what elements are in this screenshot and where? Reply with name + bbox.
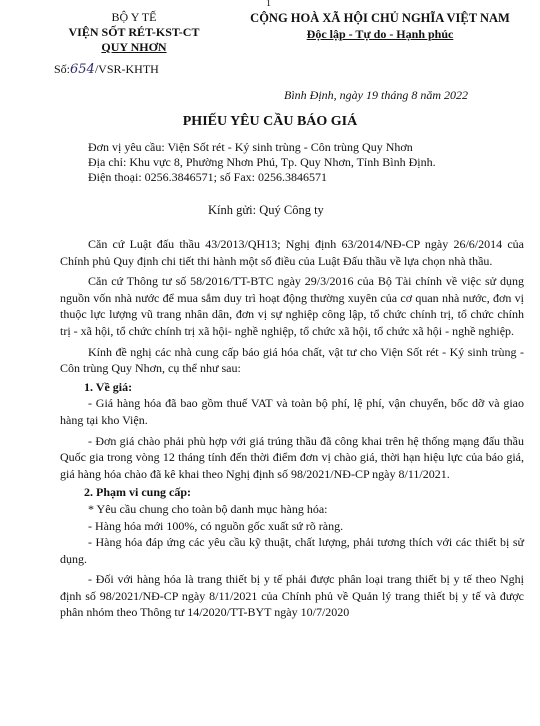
doc-no-prefix: Số: xyxy=(54,62,71,76)
ministry-name: BỘ Y TẾ xyxy=(111,10,157,24)
requester-info xyxy=(88,140,436,185)
document-title: PHIẾU YÊU CẦU BÁO GIÁ xyxy=(182,114,358,129)
document-body xyxy=(60,236,524,621)
institute-name: VIỆN SỐT RÉT-KST-CT xyxy=(68,25,200,39)
section-heading-scope: 2. Phạm vi cung cấp: xyxy=(84,485,192,500)
requester-phone: Điện thoại: 0256.3846571; số Fax: 0256.3846571 xyxy=(88,170,327,184)
date-line: Bình Định, ngày 19 tháng 8 năm 2022 xyxy=(284,88,468,102)
paragraph-price-1: - Giá hàng hóa đã bao gồm thuế VAT và toàn bộ phí, lệ phí, vận chuyển, bốc dỡ và giao hàng tại kho Viện. xyxy=(60,396,524,427)
motto: Độc lập - Tự do - Hạnh phúc xyxy=(306,27,454,41)
paragraph-price-2: - Đơn giá chào phải phù hợp với giá trúng thầu đã công khai trên hệ thống mạng đấu thầu Quốc gia trong vòng 12 tháng tính đến thời điểm đơn vị chào giá, thời hạn hiệu lực của báo giá, giá hàng hóa chào đã kê khai theo Nghị định số 98/2021/NĐ-CP ngày 8/11/2021. xyxy=(60,433,524,481)
doc-no-suffix: /VSR-KHTH xyxy=(94,62,159,76)
paragraph-scope-new: - Hàng hóa mới 100%, có nguồn gốc xuất sứ rõ ràng. xyxy=(88,518,344,533)
section-heading-price: 1. Về giá: xyxy=(84,379,133,394)
requester-address: Địa chỉ: Khu vực 8, Phường Nhơn Phú, Tp. Quy Nhơn, Tỉnh Bình Định. xyxy=(88,155,436,169)
paragraph-legal-basis-1: Căn cứ Luật đấu thầu 43/2013/QH13; Nghị định 63/2014/NĐ-CP ngày 26/6/2014 của Chính phủ Quy định chi tiết thi hành một số điều của Luật Đấu thầu về lựa chọn nhà thầu. xyxy=(60,237,524,268)
issuing-agency xyxy=(44,10,224,55)
national-motto xyxy=(230,10,530,42)
doc-no-handwritten: 654 xyxy=(70,62,95,77)
page-number: 1 xyxy=(266,0,271,9)
institute-city: QUY NHƠN xyxy=(101,40,167,54)
requester-unit: Đơn vị yêu cầu: Viện Sốt rét - Ký sinh trùng - Côn trùng Quy Nhơn xyxy=(88,140,413,154)
paragraph-scope-general: * Yêu cầu chung cho toàn bộ danh mục hàng hóa: xyxy=(88,501,328,516)
paragraph-scope-medical: - Đối với hàng hóa là trang thiết bị y tế phải được phân loại trang thiết bị y tế theo Nghị định số 98/2021/NĐ-CP ngày 8/11/2021 của Chính phủ về Quản lý trang thiết bị y tế và được phân nhóm theo Thông tư 14/2020/TT-BYT ngày 10/7/2020 xyxy=(60,572,524,620)
greeting: Kính gửi: Quý Công ty xyxy=(208,203,324,217)
paragraph-scope-compat: - Hàng hóa đáp ứng các yêu cầu kỹ thuật, chất lượng, phải tương thích với các thiết bị sử dụng. xyxy=(60,535,524,566)
country-name: CỘNG HOÀ XÃ HỘI CHỦ NGHĨA VIỆT NAM xyxy=(250,11,510,25)
document-number xyxy=(54,62,159,77)
paragraph-legal-basis-2: Căn cứ Thông tư số 58/2016/TT-BTC ngày 29/3/2016 của Bộ Tài chính về việc sử dụng nguồn vốn nhà nước để mua sắm duy trì hoạt động thường xuyên của cơ quan nhà nước, đơn vị thuộc lực lượng vũ trang nhân dân, đơn vị sự nghiệp công lập, tổ chức chính trị, tổ chức chính trị - xã hội, tổ chức chính trị xã hội- nghề nghiệp, tổ chức xã hội, tổ chức xã hội - nghề nghiệp. xyxy=(60,274,524,338)
paragraph-request: Kính đề nghị các nhà cung cấp báo giá hóa chất, vật tư cho Viện Sốt rét - Ký sinh trùng - Côn trùng Quy Nhơn, cụ thể như sau: xyxy=(60,344,524,376)
